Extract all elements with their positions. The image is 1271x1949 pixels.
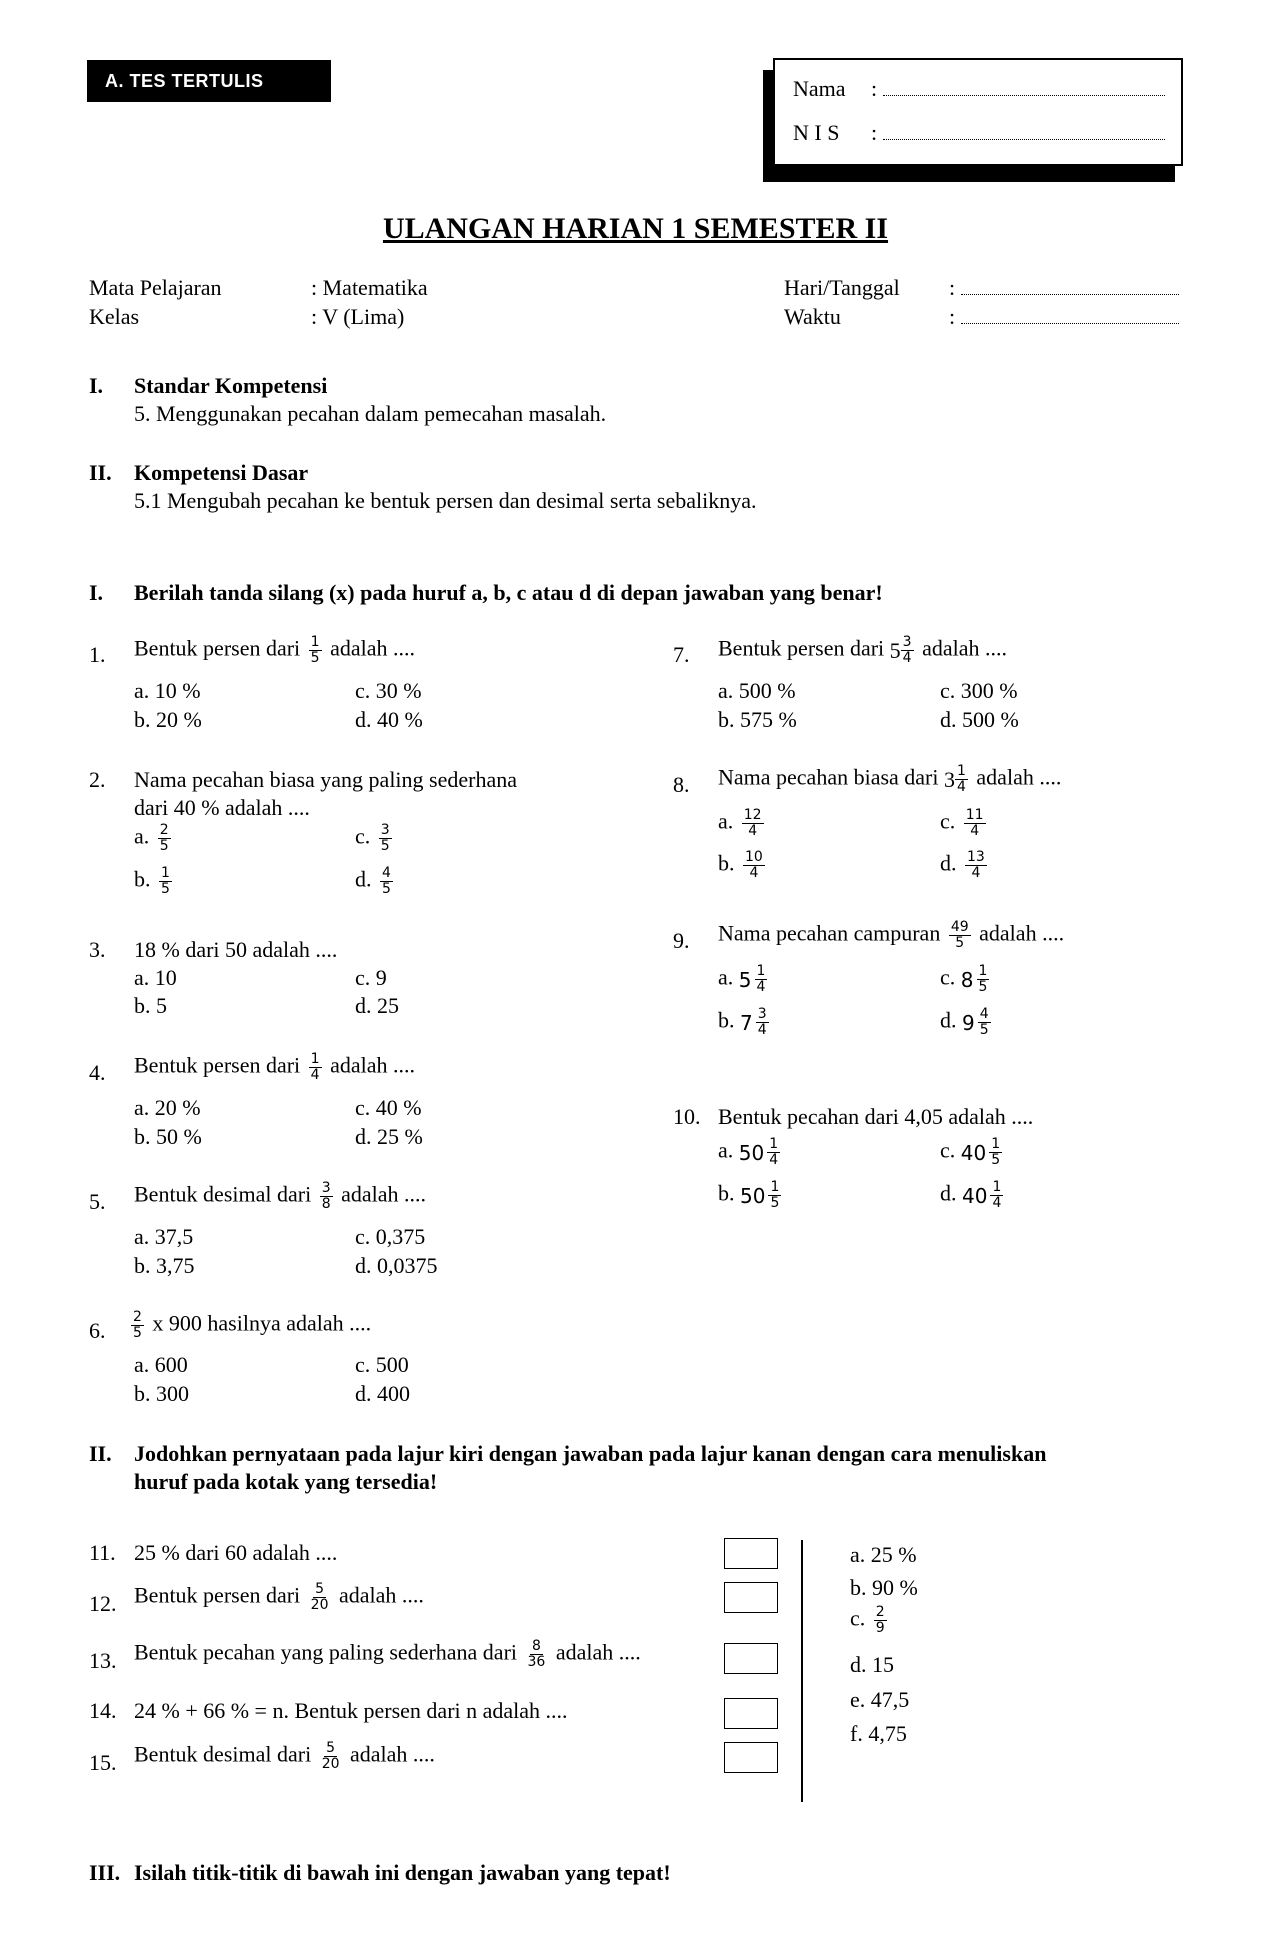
option-d[interactable]: d. 0,0375 [355,1253,438,1278]
question-6-text: $\frac{2}{5}$ x 900 hasilnya adalah .... [133,1309,372,1341]
option-c[interactable]: c. 8 $\frac{1}{5}$ [940,963,988,995]
sk-number: I. [89,373,104,398]
question-15-text: Bentuk desimal dari $\frac{5}{20}$ adalah .... [134,1740,435,1772]
option-d[interactable]: d. 500 % [940,707,1019,732]
page-title: ULANGAN HARIAN 1 SEMESTER II [382,212,889,245]
question-number: 3. [89,937,106,962]
option-d[interactable]: d. 25 [355,993,399,1018]
nis-label: N I S [793,120,840,145]
option-b[interactable]: b. 575 % [718,707,797,732]
option-d[interactable]: d. 40 % [355,707,423,732]
date-label: Hari/Tanggal [784,275,900,300]
part3-number: III. [89,1860,121,1885]
option-c[interactable]: c. $\frac{3}{5}$ [355,822,390,854]
question-number: 1. [89,642,106,667]
question-2-line2: dari 40 % adalah .... [134,795,310,820]
option-b[interactable]: b. 300 [134,1381,189,1406]
question-10-text: Bentuk pecahan dari 4,05 adalah .... [718,1104,1034,1129]
option-a[interactable]: a. 5 $\frac{1}{4}$ [718,963,766,995]
time-field[interactable] [961,305,1179,324]
question-12-text: Bentuk persen dari $\frac{5}{20}$ adalah .... [134,1581,424,1613]
kd-text: 5.1 Mengubah pecahan ke bentuk persen dan desimal serta sebaliknya. [134,488,757,513]
answer-box-11[interactable] [724,1538,778,1569]
question-number: 5. [89,1189,106,1214]
question-3-text: 18 % dari 50 adalah .... [134,937,338,962]
time-label: Waktu [784,304,841,329]
nis-row: N I S : [793,120,1165,146]
question-number: 12. [89,1591,117,1616]
class-value: : V (Lima) [311,304,405,329]
option-b[interactable]: b. 50 % [134,1124,202,1149]
option-b[interactable]: b. 7 $\frac{3}{4}$ [718,1006,767,1038]
option-a[interactable]: a. 37,5 [134,1224,194,1249]
question-5-text: Bentuk desimal dari $\frac{3}{8}$ adalah .... [134,1180,427,1212]
option-c[interactable]: c. 40 $\frac{1}{5}$ [940,1136,1001,1168]
option-c[interactable]: c. 30 % [355,678,422,703]
answer-option-e: e. 47,5 [850,1687,910,1712]
answer-option-c: c. $\frac{2}{9}$ [850,1604,885,1636]
option-d[interactable]: d. 40 $\frac{1}{4}$ [940,1179,1002,1211]
option-c[interactable]: c. 300 % [940,678,1018,703]
part1-number: I. [89,580,104,605]
option-d[interactable]: d. 400 [355,1381,410,1406]
question-7-text: Bentuk persen dari 5 $\frac{3}{4}$ adalah .... [718,634,1007,666]
part3-instruction: Isilah titik-titik di bawah ini dengan jawaban yang tepat! [134,1860,671,1885]
answer-option-d: d. 15 [850,1652,894,1677]
section-tag: A. TES TERTULIS [87,60,331,102]
kd-number: II. [89,460,112,485]
question-11-text: 25 % dari 60 adalah .... [134,1540,338,1565]
option-b[interactable]: b. 5 [134,993,167,1018]
question-number: 14. [89,1698,117,1723]
question-14-text: 24 % + 66 % = n. Bentuk persen dari n adalah .... [134,1698,568,1723]
option-b[interactable]: b. $\frac{10}{4}$ [718,849,763,881]
part2-instruction-line2: huruf pada kotak yang tersedia! [134,1469,438,1494]
subject-label: Mata Pelajaran [89,275,222,300]
student-id-box [773,58,1183,166]
answer-box-15[interactable] [724,1742,778,1773]
option-a[interactable]: a. 20 % [134,1095,201,1120]
date-field[interactable] [961,276,1179,295]
question-number: 4. [89,1060,106,1085]
name-label: Nama [793,76,846,101]
name-field[interactable] [883,77,1165,96]
option-a[interactable]: a. 50 $\frac{1}{4}$ [718,1136,779,1168]
option-b[interactable]: b. $\frac{1}{5}$ [134,865,170,897]
option-d[interactable]: d. $\frac{13}{4}$ [940,849,985,881]
option-c[interactable]: c. 500 [355,1352,409,1377]
question-1-text: Bentuk persen dari $\frac{1}{5}$ adalah .... [134,634,415,666]
time-row: : [949,304,1179,330]
answer-box-14[interactable] [724,1698,778,1729]
question-8-text: Nama pecahan biasa dari 3 $\frac{1}{4}$ adalah .... [718,763,1062,795]
name-row: Nama : [793,76,1165,102]
option-c[interactable]: c. 40 % [355,1095,422,1120]
option-b[interactable]: b. 50 $\frac{1}{5}$ [718,1179,780,1211]
option-c[interactable]: c. 9 [355,965,387,990]
question-number: 9. [673,928,690,953]
question-number: 6. [89,1318,106,1343]
question-4-text: Bentuk persen dari $\frac{1}{4}$ adalah .... [134,1051,415,1083]
option-a[interactable]: a. 10 [134,965,177,990]
kd-title: Kompetensi Dasar [134,460,309,485]
option-a[interactable]: a. 600 [134,1352,188,1377]
question-2-line1: Nama pecahan biasa yang paling sederhana [134,767,517,792]
option-d[interactable]: d. $\frac{4}{5}$ [355,865,391,897]
question-9-text: Nama pecahan campuran $\frac{49}{5}$ adalah .... [718,919,1065,951]
sk-title: Standar Kompetensi [134,373,328,398]
column-divider [801,1540,803,1802]
option-a[interactable]: a. $\frac{12}{4}$ [718,807,762,839]
part2-number: II. [89,1441,112,1466]
question-number: 2. [89,767,106,792]
option-b[interactable]: b. 3,75 [134,1253,195,1278]
option-d[interactable]: d. 25 % [355,1124,423,1149]
option-b[interactable]: b. 20 % [134,707,202,732]
date-row: : [949,275,1179,301]
question-number: 11. [89,1540,116,1565]
question-number: 10. [673,1104,701,1129]
question-number: 8. [673,772,690,797]
answer-box-12[interactable] [724,1582,778,1613]
answer-option-b: b. 90 % [850,1575,918,1600]
sk-text: 5. Menggunakan pecahan dalam pemecahan masalah. [134,401,607,426]
option-c[interactable]: c. 0,375 [355,1224,426,1249]
option-c[interactable]: c. $\frac{11}{4}$ [940,807,984,839]
answer-option-a: a. 25 % [850,1542,917,1567]
subject-value: : Matematika [311,275,428,300]
option-d[interactable]: d. 9 $\frac{4}{5}$ [940,1006,989,1038]
nis-field[interactable] [883,121,1165,140]
question-number: 7. [673,642,690,667]
question-13-text: Bentuk pecahan yang paling sederhana dari $\frac{8}{36}$ adalah .... [134,1638,641,1670]
question-number: 15. [89,1750,117,1775]
part2-instruction-line1: Jodohkan pernyataan pada lajur kiri dengan jawaban pada lajur kanan dengan cara menuliskan [134,1441,1047,1466]
answer-box-13[interactable] [724,1643,778,1674]
option-a[interactable]: a. 500 % [718,678,796,703]
option-a[interactable]: a. $\frac{2}{5}$ [134,822,169,854]
question-number: 13. [89,1648,117,1673]
fraction: $\frac{1}{5}$ [310,634,320,666]
option-a[interactable]: a. 10 % [134,678,201,703]
class-label: Kelas [89,304,140,329]
answer-option-f: f. 4,75 [850,1721,907,1746]
part1-instruction: Berilah tanda silang (x) pada huruf a, b, c atau d di depan jawaban yang benar! [134,580,883,605]
